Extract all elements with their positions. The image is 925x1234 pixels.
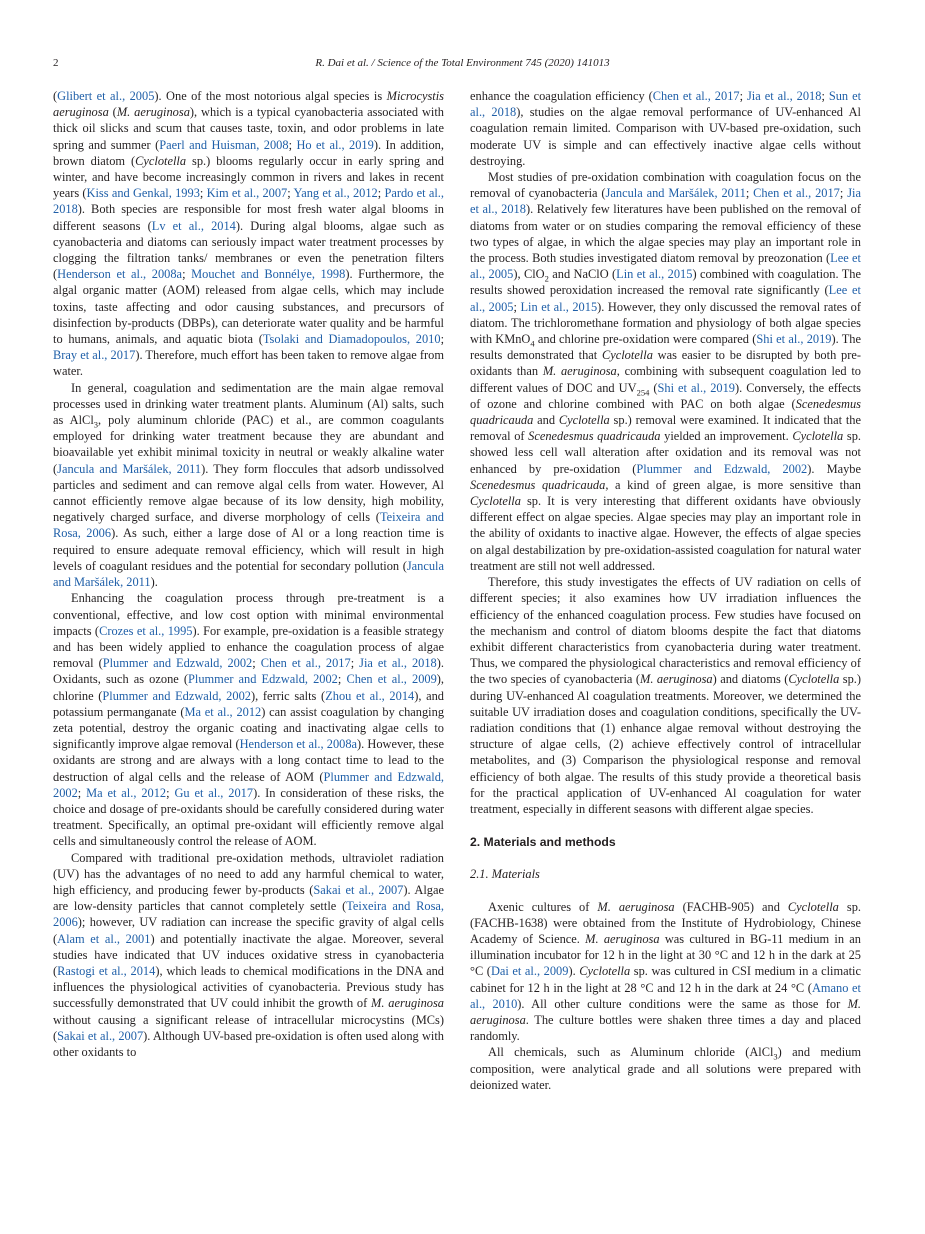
text-run: ), studies on the algae removal performance of UV-enhanced Al coagulation remain limited. Comparison with UV-based pre-oxidation, such moderate UV is simple and can effectively inactive algae cells without destroying. [470, 105, 861, 168]
text-run: ; [252, 656, 261, 671]
species-name: Microcystis aeruginosa [53, 89, 444, 120]
page-number: 2 [53, 57, 59, 69]
text-run: ; [77, 785, 87, 800]
text-run: ; [377, 186, 385, 201]
citation-link[interactable]: Plummer and Edzwald, 2002 [188, 672, 338, 687]
left-column [53, 88, 444, 1060]
paragraph [470, 169, 861, 574]
paragraph [53, 88, 444, 380]
citation-link[interactable]: Jia et al., 2018 [359, 656, 437, 671]
text-run: . The culture bottles were shaken three times a day and placed randomly. [470, 1012, 861, 1044]
citation-link[interactable]: Gu et al., 2017 [174, 785, 254, 800]
paragraph [53, 590, 444, 849]
text-run: ). However, these oxidants are strong and are always with a long contact time to lead to the destruction of algal cells and the release of AOM ( [53, 737, 444, 784]
citation-link[interactable]: Alam et al., 2001 [57, 931, 151, 946]
citation-link[interactable]: Ma et al., 2012 [184, 704, 262, 719]
text-run: ( [108, 105, 117, 120]
citation-link[interactable]: Rastogi et al., 2014 [57, 963, 156, 978]
species-name: M. aeruginosa [371, 996, 445, 1011]
citation-link[interactable]: Plummer and Edzwald, 2002 [102, 656, 253, 671]
citation-link[interactable]: Henderson et al., 2008a [239, 737, 358, 752]
text-run: , combining with subsequent coagulation led to different values of DOC and UV [470, 364, 861, 395]
text-run: ) combined with coagulation. The results showed peroxidation increased the removal rate significantly ( [470, 267, 861, 298]
text-run: ( [53, 89, 58, 103]
text-run: and chlorine pre-oxidation were compared ( [534, 332, 757, 347]
text-run: ) and medium composition, were analytical grade and all solutions were prepared with deionized water. [470, 1045, 861, 1092]
text-run: sp.) blooms regularly occur in early spring and winter, and have become increasingly common in rivers and lakes in recent years ( [53, 153, 444, 201]
text-run: ). One of the most notorious algal species is [154, 89, 387, 103]
text-run: ; [839, 186, 848, 201]
text-run: ), which leads to chemical modifications in the DNA and influences the physiological activities of cyanobacteria. Previous study has successfully demonstrated that UV could inhibit the growth of [53, 963, 444, 1011]
text-run: Therefore, this study investigates the effects of UV radiation on cells of different species; it also examines how UV irradiation influences the efficiency of the enhanced coagulation process. Few studies have focused on the mechanism and control of diatom blooms despite the fact that diatoms exhibit different characteristics from cyanobacteria during water treatment. Thus, we compared the physiological characteristics and removal efficiency of the two species of cyanobacteria ( [470, 575, 861, 687]
text-run: ). All other culture conditions were the same as those for [517, 996, 848, 1011]
text-run: Axenic cultures of [488, 899, 598, 914]
species-name: Cyclotella [135, 153, 187, 168]
text-run: Most studies of pre-oxidation combination with coagulation focus on the removal of cyanobacteria ( [470, 170, 861, 201]
citation-link[interactable]: Crozes et al., 1995 [99, 623, 193, 638]
species-name: M. aeruginosa [470, 996, 861, 1027]
citation-link[interactable]: Chen et al., 2009 [346, 672, 437, 687]
subscript: 3 [93, 419, 99, 430]
text-run: and NaClO ( [548, 267, 617, 282]
text-run: ; [739, 89, 747, 103]
species-name: Cyclotella [792, 429, 844, 444]
citation-link[interactable]: Plummer and Edzwald, 2002 [102, 688, 251, 703]
citation-link[interactable]: Lee et al., 2005 [470, 283, 861, 314]
text-run: ). Therefore, much effort has been taken to remove algae from water. [53, 348, 444, 379]
citation-link[interactable]: Teixeira and Rosa, 2006 [53, 899, 444, 930]
species-name: M. aeruginosa [640, 672, 713, 687]
text-run: ; [337, 672, 347, 687]
citation-link[interactable]: Plummer and Edzwald, 2002 [53, 769, 445, 800]
species-name: Cyclotella [470, 494, 521, 509]
citation-link[interactable]: Jancula and Maršálek, 2011 [53, 558, 444, 590]
species-name: Cyclotella [787, 899, 839, 914]
species-name: Cyclotella [601, 348, 653, 363]
species-name: M. aeruginosa [542, 364, 617, 379]
text-run: ; [166, 785, 175, 800]
citation-link[interactable]: Plummer and Edzwald, 2002 [636, 461, 808, 476]
citation-link[interactable]: Lee et al., 2005 [470, 251, 861, 282]
text-run: sp. (FACHB-1638) were obtained from the Institute of Hydrobiology, Chinese Academy of Science. [470, 899, 861, 946]
section-heading: 2. Materials and methods [470, 835, 616, 850]
text-run: ). For example, pre-oxidation is a feasible strategy and has been widely applied to enhance the coagulation process of algae removal ( [53, 623, 445, 671]
text-run: ). Furthermore, the algal organic matter (AOM) released from algae cells, which may include toxins, taste affecting and odor causing substances, and precursors of disinfection by-products (DBPs), can deteriorate water quality and be harmful to humans, animals, and aquatic biota ( [53, 267, 444, 347]
text-run: ), and potassium permanganate ( [53, 688, 445, 719]
paragraph [470, 899, 861, 1045]
text-run: enhance the coagulation efficiency ( [470, 89, 653, 103]
subscript: 254 [636, 387, 650, 398]
citation-link[interactable]: Chen et al., 2017 [753, 186, 840, 201]
citation-link[interactable]: Glibert et al., 2005 [57, 89, 155, 103]
text-run: sp. was cultured in CSI medium in a climatic cabinet for 12 h in the light at 28 °C and 12 h in the dark at 24 °C ( [470, 964, 862, 995]
text-run: Compared with traditional pre-oxidation methods, ultraviolet radiation (UV) has the advantages of no need to add any harmful chemical to water, high efficiency, and producing fewer by-products ( [53, 850, 444, 897]
text-run: ). [150, 575, 158, 590]
text-run: ; [182, 267, 192, 282]
text-run: ) and diatoms ( [712, 672, 789, 687]
citation-link[interactable]: Ma et al., 2012 [86, 785, 167, 800]
text-run: ). Both species are responsible for most fresh water algal blooms in different seasons ( [53, 202, 444, 233]
text-run: ; [821, 89, 829, 103]
text-run: , a kind of green algae, is more sensitive than [605, 477, 862, 492]
text-run: ). Relatively few literatures have been published on the removal of diatoms from water or on studies comparing the removal efficiency of these two types of algae, in which the algae species may play an important role in the process. Both studies investigated diatom removal by preozonation ( [470, 202, 861, 266]
text-run: ; [350, 656, 360, 671]
subsection-heading: 2.1. Materials [470, 867, 540, 882]
text-run: sp. showed less cell wall alteration after oxidation and its removal was not enhanced by pre-oxidation ( [470, 429, 862, 476]
citation-link[interactable]: Lv et al., 2014 [151, 218, 236, 233]
text-run: ), ferric salts ( [250, 688, 326, 703]
text-run: was cultured in BG-11 medium in an illumination incubator for 12 h in the light at 30 °C and 12 h in the dark at 25 °C ( [470, 931, 861, 979]
paragraph [53, 850, 444, 1061]
text-run: ( [649, 380, 658, 395]
text-run: ). However, they only discussed the removal rates of diatom. The trichloromethane formation and physiology of both algae species with KMnO [470, 299, 861, 347]
citation-link[interactable]: Henderson et al., 2008a [57, 267, 183, 282]
text-run: ), chlorine ( [53, 672, 445, 703]
citation-link[interactable]: Shi et al., 2019 [657, 380, 735, 395]
citation-link[interactable]: Tsolaki and Diamadopoulos, 2010 [262, 332, 441, 347]
citation-link[interactable]: Bray et al., 2017 [53, 348, 136, 363]
subscript: 2 [544, 273, 549, 284]
species-name: Cyclotella [579, 964, 631, 979]
citation-link[interactable]: Zhou et al., 2014 [325, 688, 415, 703]
species-name: M. aeruginosa [597, 899, 675, 914]
text-run: (FACHB-905) and [674, 899, 788, 914]
text-run: ). Oxidants, such as ozone ( [53, 656, 444, 687]
citation-link[interactable]: Sun et al., 2018 [470, 89, 862, 120]
text-run: sp.) during UV-enhanced Al coagulation treatments. Moreover, we determined the suitable UV irradiation doses and coagulation conditions, specifically the UV-radiation conditions that (1) enhance algae removal without destroying the structure of algae cells, (2) achieve effectively control of intracellular metabolites, and (3) Comparison the physiological response and removal efficiency of both algae. The results of this study provide a theoretical basis for the practical application of UV-enhanced Al coagulation for water treatment, especially in different seasons with different algae species. [470, 672, 862, 816]
citation-link[interactable]: Chen et al., 2017 [652, 89, 740, 103]
text-run: ). The results demonstrated that [470, 332, 861, 363]
text-run: ). They form floccules that adsorb undissolved particles and sediment and can remove algal cells from water. However, Al cannot efficiently remove algae because of its low density, high mobility, negatively charged surface, and diverse morphology of cells ( [53, 461, 444, 525]
citation-link[interactable]: Dai et al., 2009 [490, 964, 569, 979]
text-run: and [533, 413, 559, 428]
citation-link[interactable]: Pardo et al., 2018 [53, 186, 444, 217]
citation-link[interactable]: Yang et al., 2012 [293, 186, 378, 201]
text-run: sp. It is very interesting that different oxidants have obviously different effect on algae species. Algae species may play an important role in the ability of oxidants to inactive algae. However, the effects of algae species on algal destabilization by pre-oxidation-assisted coagulation for natural water treatment are still not well addressed. [470, 494, 861, 573]
species-name: Cyclotella [558, 413, 610, 428]
text-run: without causing a significant release of intracellular microcystins (MCs) ( [53, 1012, 444, 1043]
citation-link[interactable]: Jancula and Maršálek, 2011 [57, 461, 202, 476]
text-run: ) and potentially inactivate the algae. Moreover, several studies have indicated that UV induces oxidative stress in cyanobacteria ( [53, 931, 445, 978]
citation-link[interactable]: Sakai et al., 2007 [57, 1028, 144, 1043]
text-run: In general, coagulation and sedimentation are the main algae removal processes used in drinking water treatment plants. Aluminum (Al) salts, such as AlCl [53, 380, 444, 428]
citation-link[interactable]: Lin et al., 2015 [616, 267, 693, 282]
citation-link[interactable]: Teixeira and Rosa, 2006 [53, 510, 444, 541]
citation-link[interactable]: Amano et al., 2010 [470, 980, 861, 1011]
citation-link[interactable]: Jia et al., 2018 [470, 186, 861, 217]
text-run: ). Conversely, the effects of ozone and chlorine combined with PAC on both algae ( [470, 380, 861, 411]
text-run: Enhancing the coagulation process through pre-treatment is a conventional, effective, and low cost option with minimal environmental impacts ( [53, 591, 444, 638]
running-head: R. Dai et al. / Science of the Total Environment 745 (2020) 141013 [315, 57, 610, 69]
species-name: Scenedesmus quadricauda [470, 396, 861, 428]
citation-link[interactable]: Shi et al., 2019 [756, 332, 832, 347]
text-run: All chemicals, such as Aluminum chloride (AlCl [488, 1045, 774, 1060]
text-run: ). Although UV-based pre-oxidation is often used along with other oxidants to [53, 1028, 444, 1059]
text-run: ; [287, 186, 294, 201]
citation-link[interactable]: Mouchet and Bonnélye, 1998 [191, 267, 346, 282]
citation-link[interactable]: Kim et al., 2007 [206, 186, 288, 201]
text-run: ). Maybe [807, 461, 861, 476]
text-run: ). Algae are low-density particles that cannot completely settle ( [53, 882, 444, 914]
paragraph [53, 380, 444, 591]
paragraph [470, 88, 861, 169]
species-name: Scenedesmus quadricauda [528, 429, 661, 444]
citation-link[interactable]: Ho et al., 2019 [296, 137, 374, 152]
citation-link[interactable]: Kiss and Genkal, 1993 [86, 186, 200, 201]
text-run: ), which is a typical cyanobacteria associated with thick oil slicks and scum that causes taste, toxin, and odor problems in late spring and summer ( [53, 105, 444, 152]
text-run: ; [199, 186, 207, 201]
text-run: yielded an improvement. [660, 429, 793, 444]
text-run: ; [288, 137, 297, 152]
text-run: ; [440, 332, 445, 347]
text-run: ). As such, either a large dose of Al or a long reaction time is required to ensure adequate removal efficiency, which will result in high levels of coagulant residues and the potential for secondary pollution ( [53, 526, 444, 573]
text-run: , poly aluminum chloride (PAC) et al., are common coagulants employed for drinking water treatment because they are abundant and bioavailable yet exhibit minimal toxicity in neutral or weakly alkaline water ( [53, 413, 444, 476]
species-name: Scenedesmus quadricauda [470, 477, 606, 492]
subscript: 4 [530, 338, 535, 349]
species-name: Cyclotella [788, 672, 840, 687]
text-run: ); however, UV radiation can increase the specific gravity of algal cells ( [53, 915, 444, 946]
paragraph [470, 574, 861, 817]
subscript: 3 [773, 1051, 778, 1062]
citation-link[interactable]: Sakai et al., 2007 [313, 882, 404, 897]
species-name: M. aeruginosa [116, 105, 190, 120]
text-run: was easier to be disrupted by both pre-oxidants than [470, 348, 861, 379]
citation-link[interactable]: Paerl and Huisman, 2008 [159, 137, 289, 152]
text-run: ). In addition, brown diatom ( [53, 137, 444, 168]
citation-link[interactable]: Chen et al., 2017 [260, 656, 351, 671]
citation-link[interactable]: Jancula and Maršálek, 2011 [605, 186, 746, 201]
text-run: ; [513, 299, 521, 314]
text-run: ). In consideration of these risks, the choice and dosage of pre-oxidants should be carefully considered during water treatment. Specifically, an optimal pre-oxidant will efficiently remove algal cells and simultaneously control the release of AOM. [53, 785, 445, 849]
text-run: sp.) removal were examined. It indicated that the removal of [470, 413, 861, 444]
paragraph [470, 1044, 861, 1093]
text-run: ). During algal blooms, algae such as cyanobacteria and diatoms can seriously impact water treatment processes by clogging the filtration tanks/ membranes or even the penetration filters ( [53, 218, 445, 282]
right-column [470, 88, 861, 1093]
text-run: ). [568, 964, 580, 979]
text-run: ) can assist coagulation by changing zeta potential, destroy the organic coating and inactivating algae cells to significantly improve algae removal ( [53, 704, 445, 752]
text-run: ), ClO [513, 267, 545, 282]
text-run: ; [745, 186, 754, 201]
species-name: M. aeruginosa [585, 931, 660, 946]
citation-link[interactable]: Jia et al., 2018 [746, 89, 822, 103]
citation-link[interactable]: Lin et al., 2015 [520, 299, 598, 314]
